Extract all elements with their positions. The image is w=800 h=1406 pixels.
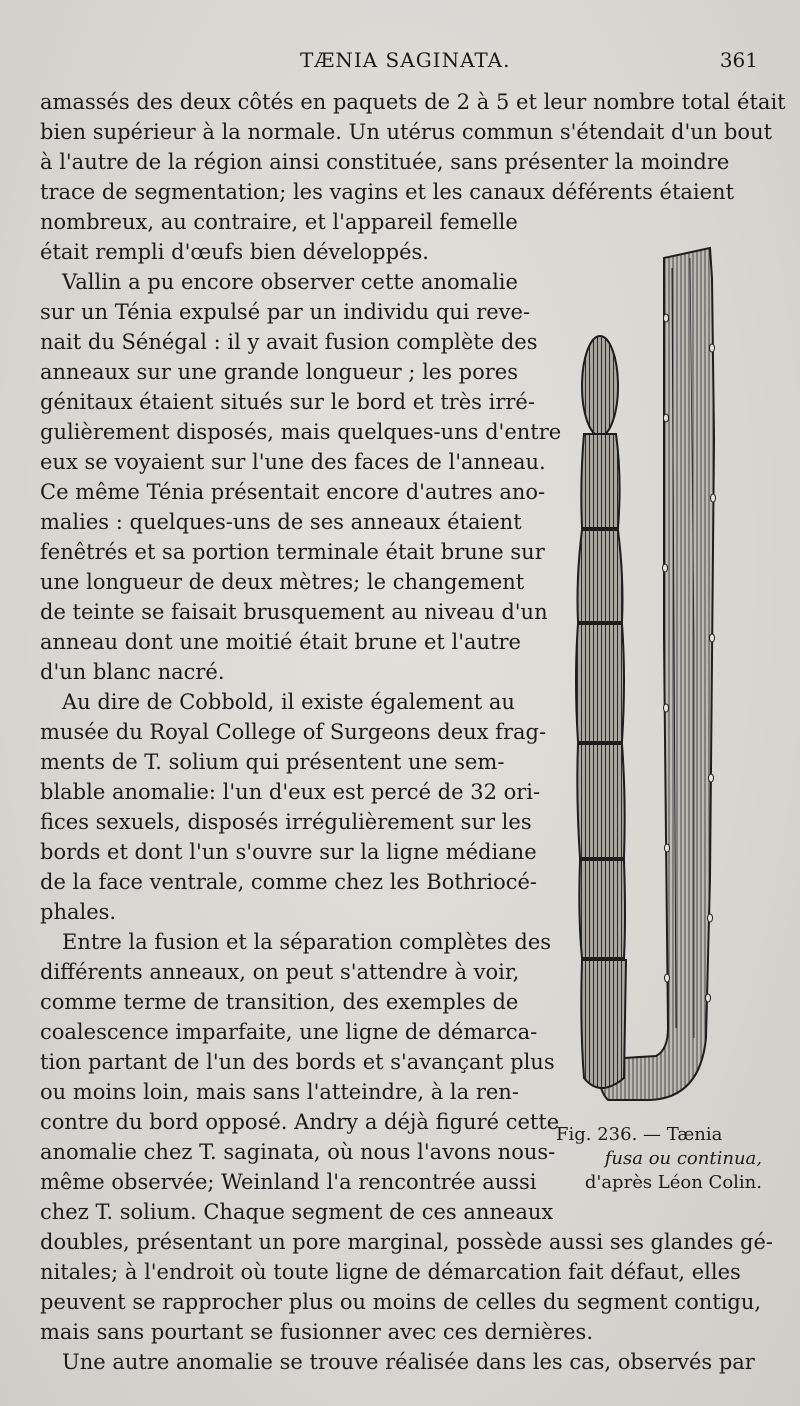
text-line: phales. [40, 900, 117, 924]
text-line: ou moins loin, mais sans l'atteindre, à la ren- [40, 1080, 519, 1104]
text-line: était rempli d'œufs bien développés. [40, 240, 429, 264]
text-line: blable anomalie: l'un d'eux est percé de 32 ori- [40, 780, 541, 804]
text-line: chez T. solium. Chaque segment de ces anneaux [40, 1200, 554, 1224]
text-line: Ce même Ténia présentait encore d'autres ano- [40, 480, 546, 504]
text-line: malies : quelques-uns de ses anneaux étaient [40, 510, 522, 534]
text-line: à l'autre de la région ainsi constituée, sans présenter la moindre [40, 150, 730, 174]
text-line: comme terme de transition, des exemples de [40, 990, 519, 1014]
text-line: Au dire de Cobbold, il existe également au [62, 690, 515, 714]
text-line: de la face ventrale, comme chez les Bothriocé- [40, 870, 538, 894]
figure-caption: Fig. 236. — Tænia [556, 1124, 723, 1145]
text-line: coalescence imparfaite, une ligne de démarca- [40, 1020, 538, 1044]
text-line: même observée; Weinland l'a rencontrée aussi [40, 1170, 537, 1194]
figure-caption: d'après Léon Colin. [584, 1172, 762, 1193]
text-line: anneaux sur une grande longueur ; les pores [40, 360, 518, 384]
page-number: 361 [719, 48, 758, 72]
text-line: d'un blanc nacré. [40, 660, 225, 684]
tapeworm-illustration [560, 238, 760, 1108]
text-line: nait du Sénégal : il y avait fusion complète des [40, 330, 538, 354]
text-line: bien supérieur à la normale. Un utérus commun s'étendait d'un bout [40, 120, 773, 144]
text-line: mais sans pourtant se fusionner avec ces dernières. [40, 1320, 594, 1344]
text-line: fenêtrés et sa portion terminale était brune sur [40, 540, 545, 564]
text-line: Vallin a pu encore observer cette anomalie [62, 270, 518, 294]
text-line: sur un Ténia expulsé par un individu qui reve- [40, 300, 531, 324]
text-line: ments de T. solium qui présentent une sem- [40, 750, 505, 774]
text-line: Une autre anomalie se trouve réalisée dans les cas, observés par [62, 1350, 755, 1374]
text-line: bords et dont l'un s'ouvre sur la ligne médiane [40, 840, 537, 864]
text-line: gulièrement disposés, mais quelques-uns d'entre [40, 420, 562, 444]
text-line: amassés des deux côtés en paquets de 2 à 5 et leur nombre total était [40, 90, 786, 114]
text-line: nombreux, au contraire, et l'appareil femelle [40, 210, 518, 234]
text-line: fices sexuels, disposés irrégulièrement sur les [40, 810, 532, 834]
text-line: trace de segmentation; les vagins et les canaux déférents étaient [40, 180, 735, 204]
text-line: doubles, présentant un pore marginal, possède aussi ses glandes gé- [40, 1230, 774, 1254]
text-line: musée du Royal College of Surgeons deux frag- [40, 720, 547, 744]
text-line: contre du bord opposé. Andry a déjà figuré cette [40, 1110, 560, 1134]
text-line: anneau dont une moitié était brune et l'autre [40, 630, 521, 654]
text-line: eux se voyaient sur l'une des faces de l'anneau. [40, 450, 546, 474]
text-line: tion partant de l'un des bords et s'avançant plus [40, 1050, 555, 1074]
text-line: génitaux étaient situés sur le bord et très irré- [40, 390, 535, 414]
text-line: de teinte se faisait brusquement au niveau d'un [40, 600, 548, 624]
text-line: anomalie chez T. saginata, où nous l'avons nous- [40, 1140, 556, 1164]
figure-caption: fusa ou continua, [604, 1148, 762, 1169]
text-line: Entre la fusion et la séparation complètes des [62, 930, 552, 954]
text-line: une longueur de deux mètres; le changement [40, 570, 525, 594]
running-head [0, 48, 800, 74]
text-line: peuvent se rapprocher plus ou moins de celles du segment contigu, [40, 1290, 762, 1314]
running-title: TÆNIA SAGINATA. [300, 48, 511, 72]
text-line: différents anneaux, on peut s'attendre à voir, [40, 960, 520, 984]
text-line: nitales; à l'endroit où toute ligne de démarcation fait défaut, elles [40, 1260, 741, 1284]
